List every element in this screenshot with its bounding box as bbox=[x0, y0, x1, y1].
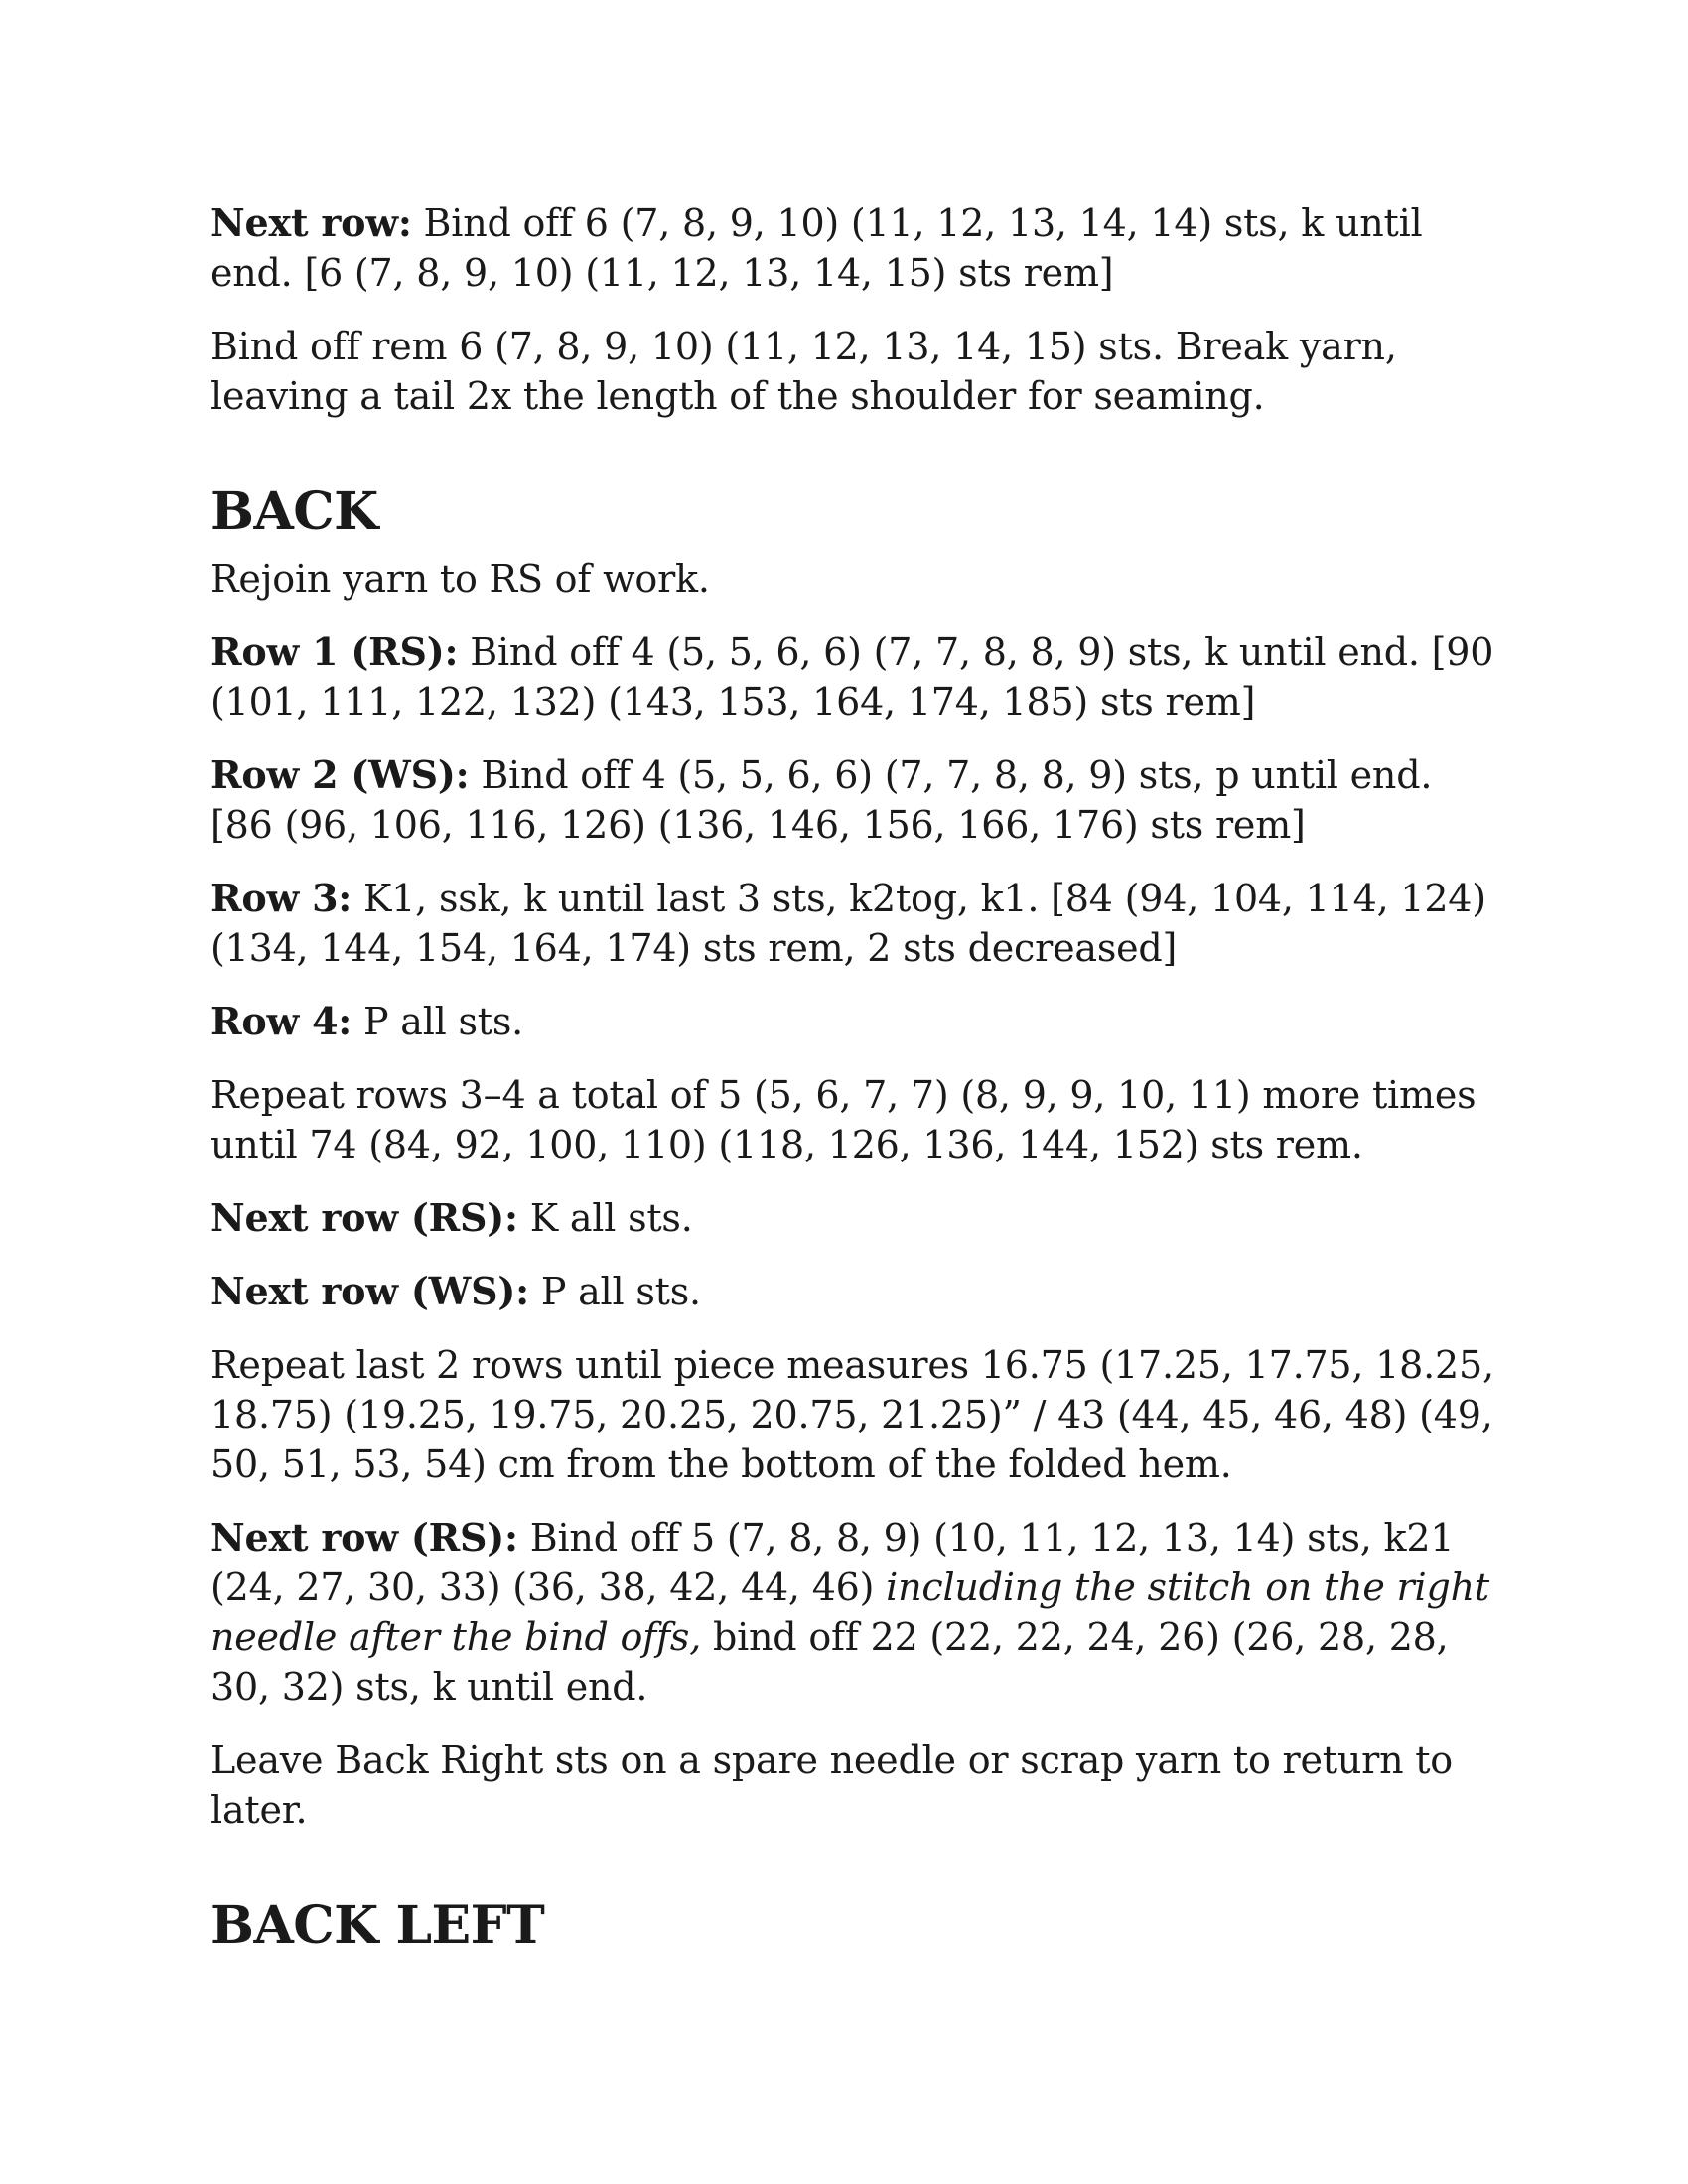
next-row-ws-instruction bbox=[211, 1267, 1501, 1316]
row-text: P all sts. bbox=[528, 1270, 701, 1313]
rejoin-instruction: Rejoin yarn to RS of work. bbox=[211, 557, 710, 601]
row-label: Next row (RS): bbox=[211, 1195, 518, 1240]
row-text: Bind off 5 (7, 8, 8, 9) (10, 11, 12, 13, 14) sts, k21 (24, 27, 30, 33) (36, 38, 42, 44, 46) bbox=[211, 1516, 1455, 1609]
row-label: Row 1 (RS): bbox=[211, 629, 459, 674]
row-text: Bind off 6 (7, 8, 9, 10) (11, 12, 13, 14, 14) sts, k until end. [6 (7, 8, 9, 10) (11, 12, 13, 14, 15) sts rem] bbox=[211, 202, 1423, 295]
row-3-instruction bbox=[211, 874, 1501, 973]
repeat-measure-instruction: Repeat last 2 rows until piece measures 16.75 (17.25, 17.75, 18.25, 18.75) (19.25, 19.75, 20.25, 20.75, 21.25)” / 43 (44, 45, 46, 48) (49, 50, 51, 53, 54) cm from the bottom of the folded hem. bbox=[211, 1343, 1494, 1486]
row-text: Bind off 4 (5, 5, 6, 6) (7, 7, 8, 8, 9) sts, p until end. [86 (96, 106, 116, 126) (136, 146, 156, 166, 176) sts rem] bbox=[211, 753, 1433, 847]
row-label: Next row: bbox=[211, 201, 412, 245]
row-text: Bind off 4 (5, 5, 6, 6) (7, 7, 8, 8, 9) sts, k until end. [90 (101, 111, 122, 132) (143, 153, 164, 174, 185) sts rem] bbox=[211, 630, 1494, 724]
leave-stitches-instruction: Leave Back Right sts on a spare needle or scrap yarn to return to later. bbox=[211, 1738, 1453, 1832]
row-label: Row 4: bbox=[211, 999, 352, 1043]
row-label: Next row (WS): bbox=[211, 1269, 529, 1313]
row-text: bind off 22 (22, 22, 24, 26) (26, 28, 28, 30, 32) sts, k until end. bbox=[211, 1615, 1449, 1708]
section-heading-back: BACK bbox=[211, 481, 378, 542]
row-text-italic: including the stitch on the right needle after the bind offs, bbox=[211, 1566, 1489, 1659]
row-text: K1, ssk, k until last 3 sts, k2tog, k1. [84 (94, 104, 114, 124) (134, 144, 154, 164, 174) sts rem, 2 sts decreased] bbox=[211, 877, 1486, 970]
repeat-instruction: Repeat rows 3–4 a total of 5 (5, 6, 7, 7) (8, 9, 9, 10, 11) more times until 74 (84, 92, 100, 110) (118, 126, 136, 144, 152) sts rem. bbox=[211, 1073, 1477, 1166]
next-row-instruction bbox=[211, 199, 1501, 298]
row-1-instruction bbox=[211, 627, 1501, 727]
row-label: Row 2 (WS): bbox=[211, 752, 470, 797]
next-row-rs-instruction bbox=[211, 1193, 1501, 1243]
row-2-instruction bbox=[211, 751, 1501, 850]
row-label: Row 3: bbox=[211, 876, 352, 920]
row-4-instruction bbox=[211, 997, 1501, 1046]
next-row-rs-bind-off-instruction bbox=[211, 1513, 1501, 1711]
pattern-page bbox=[211, 199, 1501, 1968]
section-heading-back-left: BACK LEFT bbox=[211, 1895, 545, 1956]
bind-off-instruction: Bind off rem 6 (7, 8, 9, 10) (11, 12, 13, 14, 15) sts. Break yarn, leaving a tail 2x the length of the shoulder for seaming. bbox=[211, 325, 1397, 418]
row-text: K all sts. bbox=[517, 1196, 693, 1240]
row-text: P all sts. bbox=[352, 1000, 524, 1043]
row-label: Next row (RS): bbox=[211, 1515, 518, 1560]
